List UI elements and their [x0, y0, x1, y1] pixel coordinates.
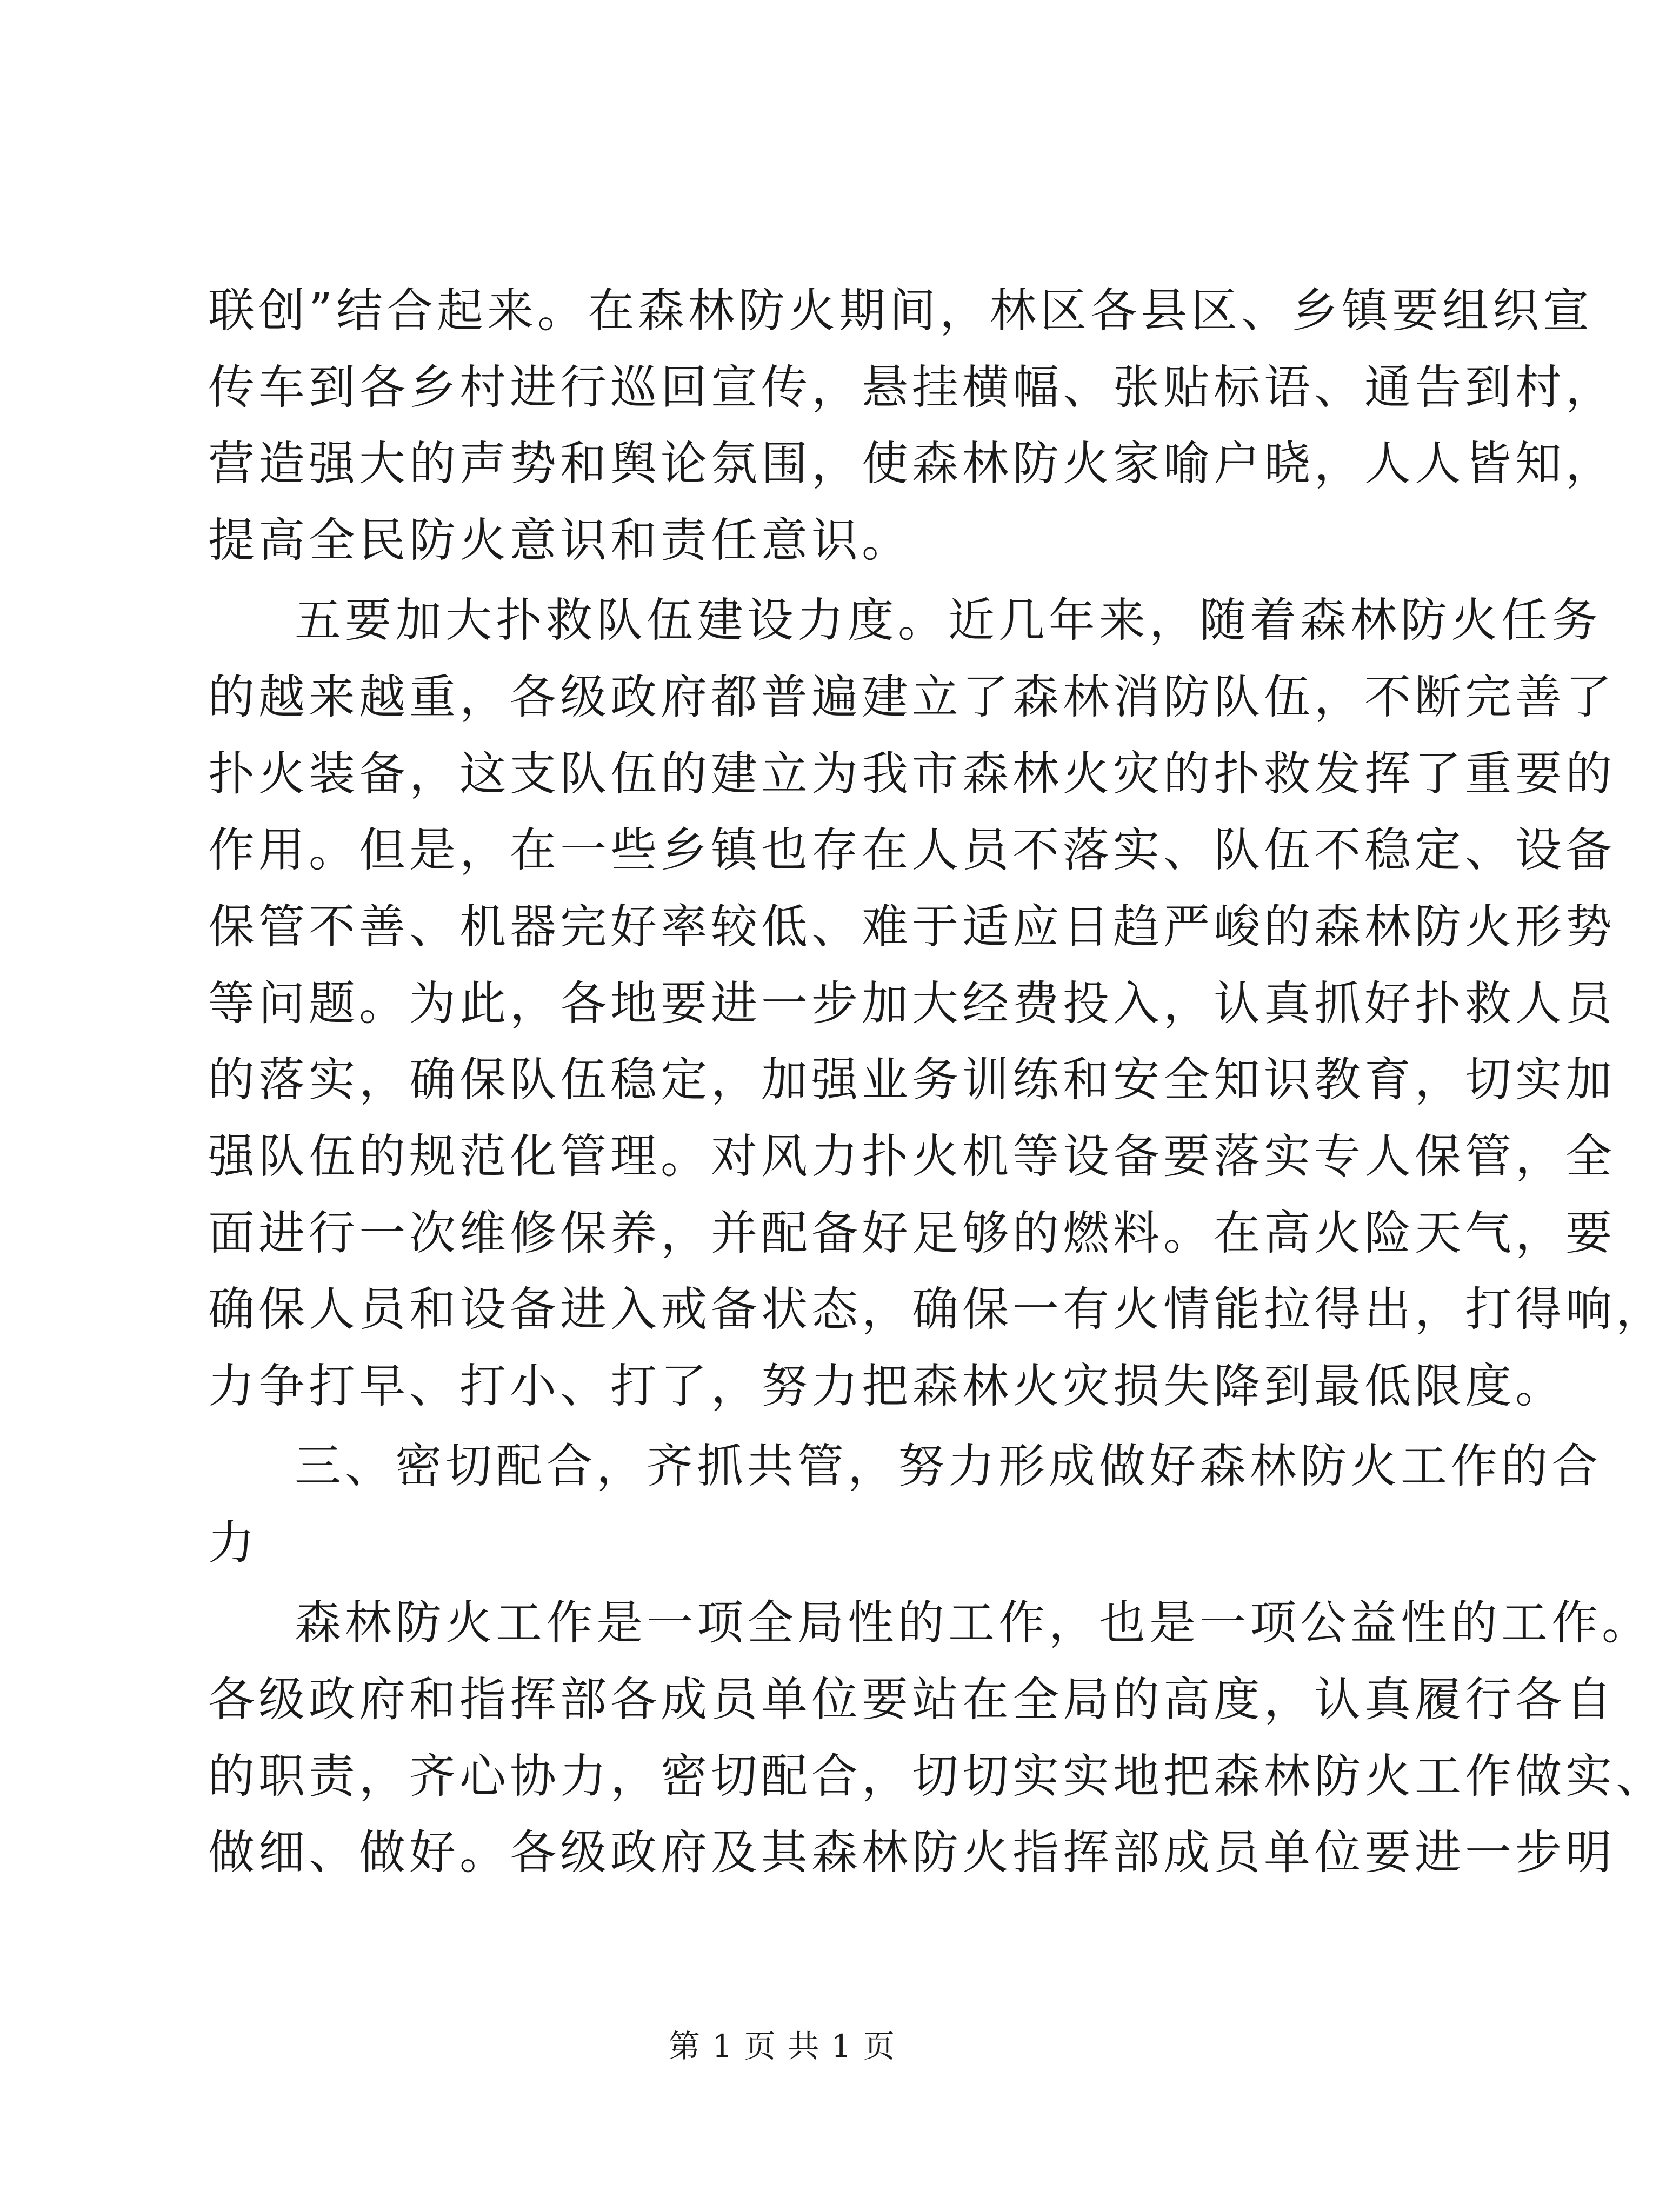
section-heading-continuation: 力	[208, 1516, 258, 1570]
text-line: 等问题。为此，各地要进一步加大经费投入，认真抓好扑救人员	[208, 977, 1616, 1031]
text-line: 联创”结合起来。在森林防火期间，林区各县区、乡镇要组织宣	[208, 284, 1593, 338]
text-line: 面进行一次维修保养，并配备好足够的燃料。在高火险天气，要	[208, 1206, 1616, 1260]
text-line: 确保人员和设备进入戒备状态，确保一有火情能拉得出，打得响，	[208, 1282, 1666, 1336]
section-heading: 三、密切配合，齐抓共管，努力形成做好森林防火工作的合	[295, 1439, 1602, 1493]
text-line: 的越来越重，各级政府都普遍建立了森林消防队伍，不断完善了	[208, 670, 1616, 724]
text-line: 力争打早、打小、打了，努力把森林火灾损失降到最低限度。	[208, 1359, 1565, 1413]
text-line: 扑火装备，这支队伍的建立为我市森林火灾的扑救发挥了重要的	[208, 747, 1616, 801]
text-line: 的职责，齐心协力，密切配合，切切实实地把森林防火工作做实、	[208, 1749, 1666, 1803]
text-line: 各级政府和指挥部各成员单位要站在全局的高度，认真履行各自	[208, 1673, 1616, 1727]
text-line: 做细、做好。各级政府及其森林防火指挥部成员单位要进一步明	[208, 1826, 1616, 1880]
text-line: 提高全民防火意识和责任意识。	[208, 513, 912, 567]
text-line: 强队伍的规范化管理。对风力扑火机等设备要落实专人保管，全	[208, 1130, 1616, 1184]
text-line: 的落实，确保队伍稳定，加强业务训练和安全知识教育，切实加	[208, 1053, 1616, 1107]
text-line: 传车到各乡村进行巡回宣传，悬挂横幅、张贴标语、通告到村，	[208, 360, 1616, 415]
text-line: 营造强大的声势和舆论氛围，使森林防火家喻户晓，人人皆知，	[208, 437, 1616, 491]
paragraph-first-line: 森林防火工作是一项全局性的工作，也是一项公益性的工作。	[295, 1596, 1652, 1650]
text-line: 作用。但是，在一些乡镇也存在人员不落实、队伍不稳定、设备	[208, 823, 1616, 877]
text-line: 保管不善、机器完好率较低、难于适应日趋严峻的森林防火形势	[208, 900, 1616, 954]
paragraph-first-line: 五要加大扑救队伍建设力度。近几年来，随着森林防火任务	[295, 593, 1602, 647]
page-number-footer: 第 1 页 共 1 页	[669, 2028, 896, 2064]
